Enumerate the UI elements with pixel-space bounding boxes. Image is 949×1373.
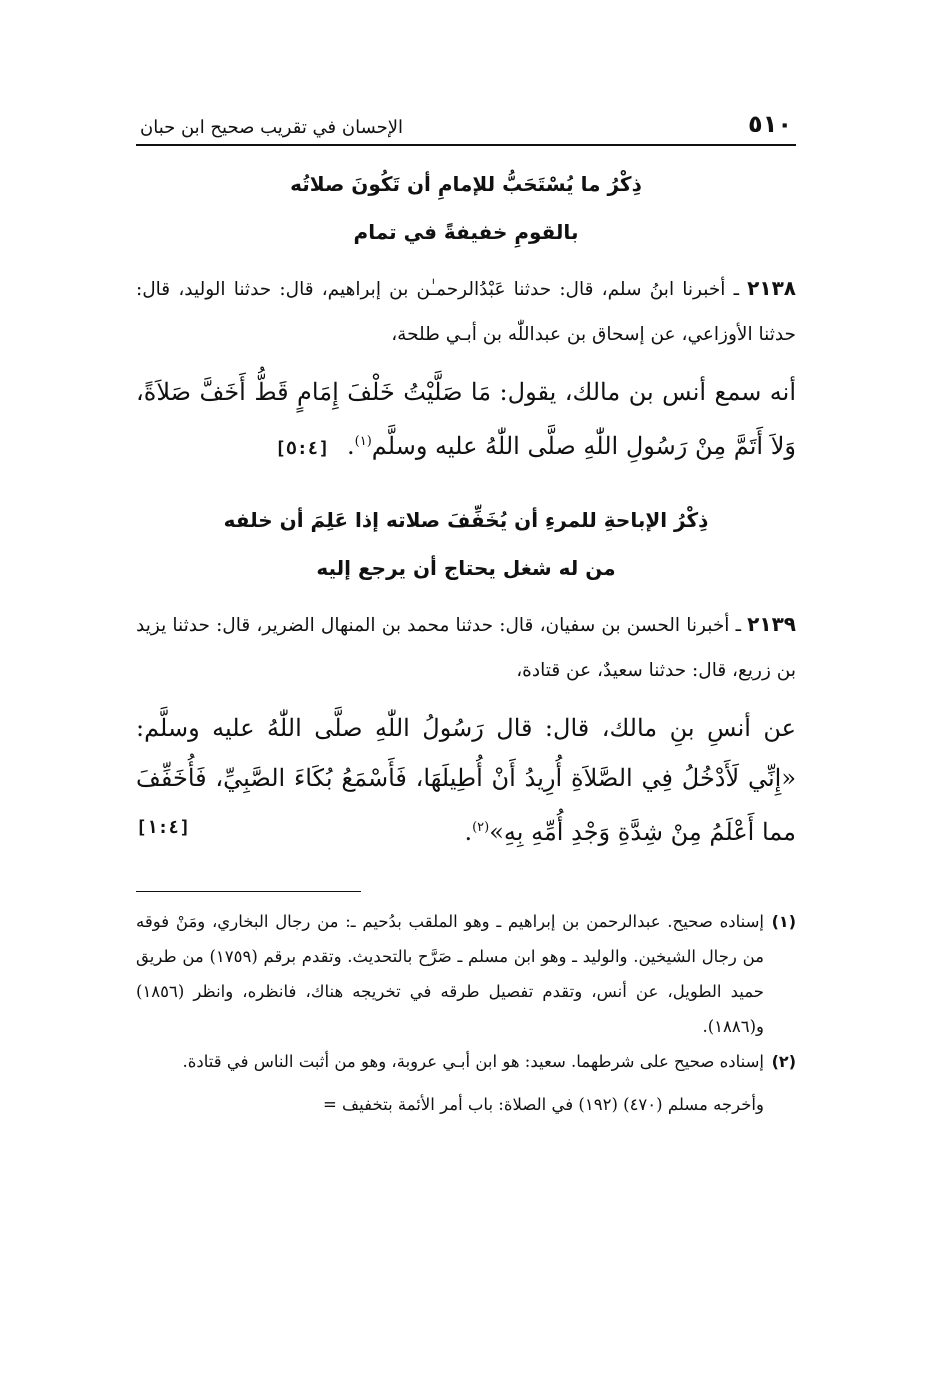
footnote-text: إسناده صحيح على شرطهما. سعيد: هو ابن أبـي عروبة، وهو من أثبت الناس في قتادة. <box>182 1052 764 1071</box>
footnote-text: إسناده صحيح. عبدالرحمن بن إبراهيم ـ وهو الملقب بدُحيم ـ: من رجال البخاري، ومَنْ فوقه من رجال الشيخين. والوليد ـ وهو ابن مسلم ـ صَرَّح بالتحديث. وتقدم برقم (١٧٥٩) من طريق حميد الطويل، عن أنس، وتقدم تفصيل طرقه في تخريجه هناك، فانظره، وانظر (١٨٥٦) و(١٨٨٦). <box>136 912 764 1036</box>
book-title: الإحسان في تقريب صحيح ابن حبان <box>140 117 404 138</box>
footnote-marker-1[interactable]: (١) <box>354 434 372 449</box>
isnad-dash: ـ <box>729 615 741 636</box>
source-reference: [٥:٤] <box>275 438 330 459</box>
hadith-2138-isnad <box>136 266 796 357</box>
matn-text: عن أنسِ بنِ مالك، قال: قال رَسُولُ اللّٰهِ صلَّى اللّٰهُ عليه وسلَّم: «إِنِّي لَأَدْخُلُ فِي الصَّلاَةِ أُرِيدُ أَنْ أُطِيلَهَا، فَأَسْمَعُ بُكَاءَ الصَّبِيِّ، فَأُخَفِّفَ مما أَعْلَمُ مِنْ شِدَّةِ وَجْدِ أُمِّهِ بِهِ» <box>136 714 796 846</box>
chapter-heading-2-line2: من له شغل يحتاج أن يرجع إليه <box>316 556 616 580</box>
chapter-heading-2-line1: ذِكْرُ الإباحةِ للمرءِ أن يُخَفِّفَ صلاته إذا عَلِمَ أن خلفه <box>223 508 709 532</box>
hadith-number: ٢١٣٩ <box>747 612 796 636</box>
chapter-heading-1-line2: بالقومِ خفيفةً في تمام <box>353 220 579 244</box>
isnad-dash: ـ <box>725 279 739 300</box>
matn-text: أنه سمع أنس بن مالك، يقول: مَا صَلَّيْتُ خَلْفَ إِمَامٍ قَطُّ أَخَفَّ صَلاَةً، وَلاَ أَتَمَّ مِنْ رَسُولِ اللّٰهِ صلَّى اللّٰهُ عليه وسلَّم <box>136 378 796 460</box>
hadith-2139-isnad <box>136 602 796 693</box>
footnote-number: (١) <box>771 912 796 931</box>
hadith-2138-matn <box>136 367 796 474</box>
hadith-number: ٢١٣٨ <box>747 276 796 300</box>
source-reference: [١:٤] <box>136 817 191 838</box>
footnote-number: (٢) <box>771 1052 796 1071</box>
document-page <box>136 110 796 1122</box>
isnad-text: أخبرنا ابنُ سلم، قال: حدثنا عَبْدُالرحمـٰن بن إبراهيم، قال: حدثنا الوليد، قال: حدثنا الأوزاعي، عن إسحاق بن عبداللّٰه بن أبـي طلحة، <box>136 279 796 345</box>
footnote-continuation: وأخرجه مسلم (٤٧٠) (١٩٢) في الصلاة: باب أمر الأئمة بتخفيف = <box>322 1095 764 1114</box>
footnote-1 <box>136 904 796 1044</box>
page-number: ٥١٠ <box>748 110 792 138</box>
footnote-separator <box>136 891 361 892</box>
chapter-heading-1 <box>136 160 796 256</box>
isnad-text: أخبرنا الحسن بن سفيان، قال: حدثنا محمد بن المنهال الضرير، قال: حدثنا يزيد بن زريع، قال: حدثنا سعيدٌ، عن قتادة، <box>136 615 796 681</box>
footnotes <box>136 904 796 1122</box>
chapter-heading-2 <box>136 496 796 592</box>
chapter-heading-1-line1: ذِكْرُ ما يُسْتَحَبُّ للإمامِ أن تَكُونَ صلاتُه <box>290 172 642 196</box>
matn-end: . <box>464 818 473 846</box>
hadith-2139-matn <box>136 703 796 857</box>
footnote-2 <box>136 1044 796 1079</box>
matn-end: . <box>347 432 355 460</box>
running-head <box>136 110 796 146</box>
footnote-marker-2[interactable]: (٢) <box>472 820 490 835</box>
